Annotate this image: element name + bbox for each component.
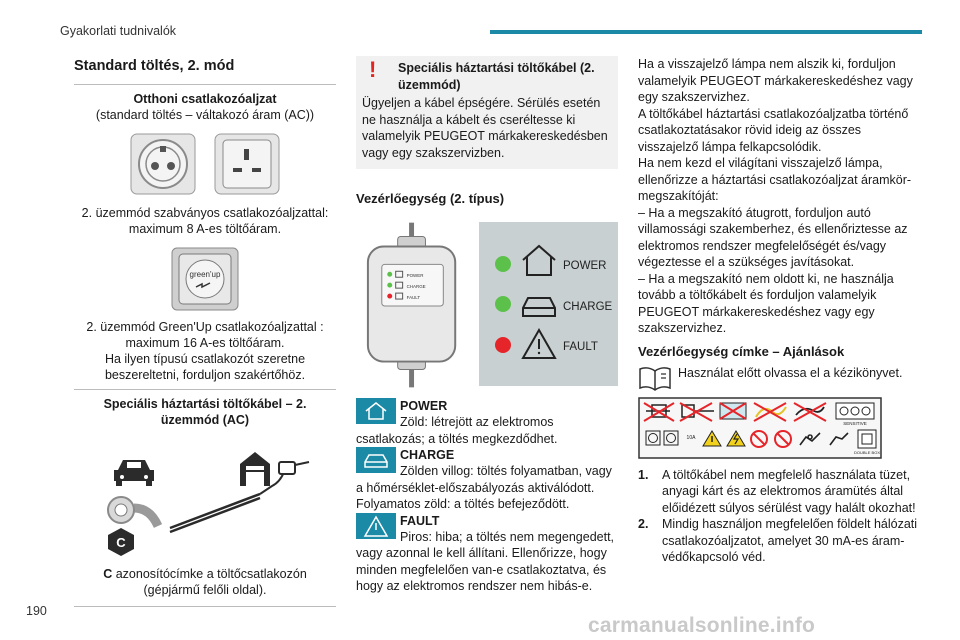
box-bottom-rule [74, 606, 336, 607]
charge-led [495, 296, 511, 312]
greenup-label: green'up [189, 270, 221, 279]
warning-label-illustration [638, 397, 882, 459]
cable-warning-title: Speciális háztartási töltőkábel (2. üzemmód) [398, 61, 595, 92]
unit-fault-label: FAULT [406, 295, 421, 301]
prohibited-water-icon [720, 403, 746, 419]
watermark: carmanualsonline.info [588, 614, 816, 637]
manual-notice [638, 365, 924, 391]
label-recommendations-heading: Vezérlőegység címke – Ajánlások [638, 343, 845, 359]
sensitive-label: SENSITIVE [843, 420, 867, 426]
manual-book-icon [638, 365, 672, 391]
uk-socket-icon [214, 133, 280, 195]
status-fault-text: Piros: hiba; a töltés nem megengedett, vagy azonnal le kell állítani. Ellenőrizze, hogy minden megfelelően van-e csatlakoztatva, és hogy az elektromos rendszer nem hibás-e. [356, 529, 615, 593]
status-charge-text: Zölden villog: töltés folyamatban, vagy a hőmérséklet-előszabályozás aktiválódott. Folyamatos zöld: a töltés befejeződött. [356, 464, 612, 511]
list-number: 1. [638, 467, 649, 482]
double-box-icon [854, 430, 880, 455]
c-label-badge [108, 528, 134, 556]
unit-power-label: POWER [406, 273, 424, 279]
standard-socket-text: 2. üzemmód szabványos csatlakozóaljzattal: maximum 8 A-es töltőáram. [81, 206, 329, 236]
charge-car-icon [523, 298, 555, 316]
panel-power-label: POWER [563, 260, 607, 272]
paragraph-all-lamps-on: A töltőkábel háztartási csatlakozóaljzatba történő csatlakoztatásakor rövid ideig az összes visszajelző lámpa felkapcsolódik. [638, 106, 909, 154]
control-unit-illustrations [356, 222, 618, 388]
cable-warning-box [356, 56, 618, 169]
paragraph-lamp-not-off: Ha a visszajelző lámpa nem alszik ki, forduljon valamelyik PEUGEOT márkakereskedéshez vagy egy szakszervizhez. [638, 57, 913, 104]
status-power-title: POWER [400, 399, 448, 413]
manual-notice-text: Használat előtt olvassa el a kézikönyvet. [678, 365, 903, 380]
running-header: Gyakorlati tudnivalók [60, 24, 177, 38]
status-fault [356, 513, 618, 595]
status-list [356, 398, 618, 595]
home-socket-box [74, 84, 336, 389]
home-socket-subtitle: (standard töltés – váltakozó áram (AC)) [95, 108, 315, 122]
paragraph-breaker-tripped: – Ha a megszakító átugrott, forduljon autó villamossági szakemberhez, és ellenőriztesse az elektromos rendszer megfelelőségét és/vagy végeztesse el a szükséges javításokat. [638, 205, 908, 269]
list-text: A töltőkábel nem megfelelő használata tüzet, anyagi kárt és az elektromos áramütés által előidézett súlyos sérülést vagy halált okozhat! [662, 467, 916, 515]
unit-charge-label: CHARGE [406, 284, 426, 290]
charge-status-car-icon [356, 447, 396, 473]
header-accent-bar [490, 30, 922, 34]
column-middle [356, 56, 618, 595]
current-rating-label: 10A [686, 434, 696, 441]
greenup-icon-row [74, 247, 336, 311]
control-unit-heading: Vezérlőegység (2. típus) [356, 191, 505, 206]
charging-cable-box [74, 389, 336, 602]
paragraph-check-breaker: Ha nem kezd el világítani visszajelző lámpa, ellenőrizze a háztartási csatlakozóaljzat áramkör-megszakítóját: [638, 156, 912, 203]
section-heading: Standard töltés, 2. mód [74, 58, 235, 74]
greenup-socket-text: 2. üzemmód Green'Up csatlakozóaljzattal : maximum 16 A-es töltőáram. [86, 320, 324, 350]
status-power [356, 398, 618, 447]
power-house-icon [523, 246, 555, 275]
paragraph-breaker-not-tripped: – Ha a megszakító nem oldott ki, ne használja tovább a töltőkábelt és forduljon valamelyik PEUGEOT márkakereskedéshez vagy egy szakszervizhez. [638, 271, 894, 335]
c-label-caption-text: azonosítócímke a töltőcsatlakozón (gépjármű felőli oldal). [112, 567, 307, 597]
status-charge-title: CHARGE [400, 448, 455, 462]
car-icon [114, 460, 154, 486]
c-badge-letter: C [116, 535, 126, 550]
panel-fault-label: FAULT [563, 341, 599, 353]
page-number: 190 [26, 604, 47, 618]
power-led [495, 256, 511, 272]
charging-cable-illustration [74, 432, 336, 556]
status-fault-title: FAULT [400, 513, 440, 528]
list-number: 2. [638, 517, 649, 531]
warning-exclamation-icon: ! [369, 57, 377, 82]
power-status-house-icon [356, 398, 396, 424]
status-charge [356, 447, 618, 513]
greenup-installation-note: Ha ilyen típusú csatlakozót szeretne beszereltetni, forduljon szakértőhöz. [104, 352, 306, 382]
schuko-socket-icon [130, 133, 196, 195]
double-box-label: DOUBLE BOX [853, 449, 881, 455]
indicator-panel [479, 222, 618, 386]
greenup-socket-icon [171, 247, 239, 311]
c-label-letter: C [103, 567, 113, 581]
cable-warning-text: Ügyeljen a kábel épségére. Sérülés esetén ne használja a kábelt és cseréltesse ki valamelyik PEUGEOT márkakereskedésben vagy egy szakszervizben. [362, 96, 608, 160]
fault-warning-icon [523, 330, 555, 358]
fault-status-warning-icon [356, 513, 396, 539]
numbered-list [638, 467, 924, 566]
charging-cable-title: Speciális háztartási töltőkábel – 2. üzemmód (AC) [103, 397, 307, 427]
home-socket-title: Otthoni csatlakozóaljzat [133, 92, 277, 106]
list-item-1 [638, 467, 924, 517]
control-unit-device-icon [356, 222, 471, 388]
socket-icons [74, 133, 336, 195]
c-label-caption [74, 566, 336, 602]
status-power-text: Zöld: létrejött az elektromos csatlakozás; a töltés megkezdődhet. [356, 415, 558, 446]
list-text: Mindig használjon megfelelően földelt hálózati csatlakozóaljzatot, amelyet 30 mA-es áram-védőkapcsoló véd. [662, 517, 918, 564]
list-item-2 [638, 516, 924, 566]
column-right [638, 56, 924, 566]
column-left [74, 58, 336, 607]
fault-led [495, 337, 511, 353]
house-icon [240, 452, 270, 486]
panel-charge-label: CHARGE [563, 301, 613, 313]
